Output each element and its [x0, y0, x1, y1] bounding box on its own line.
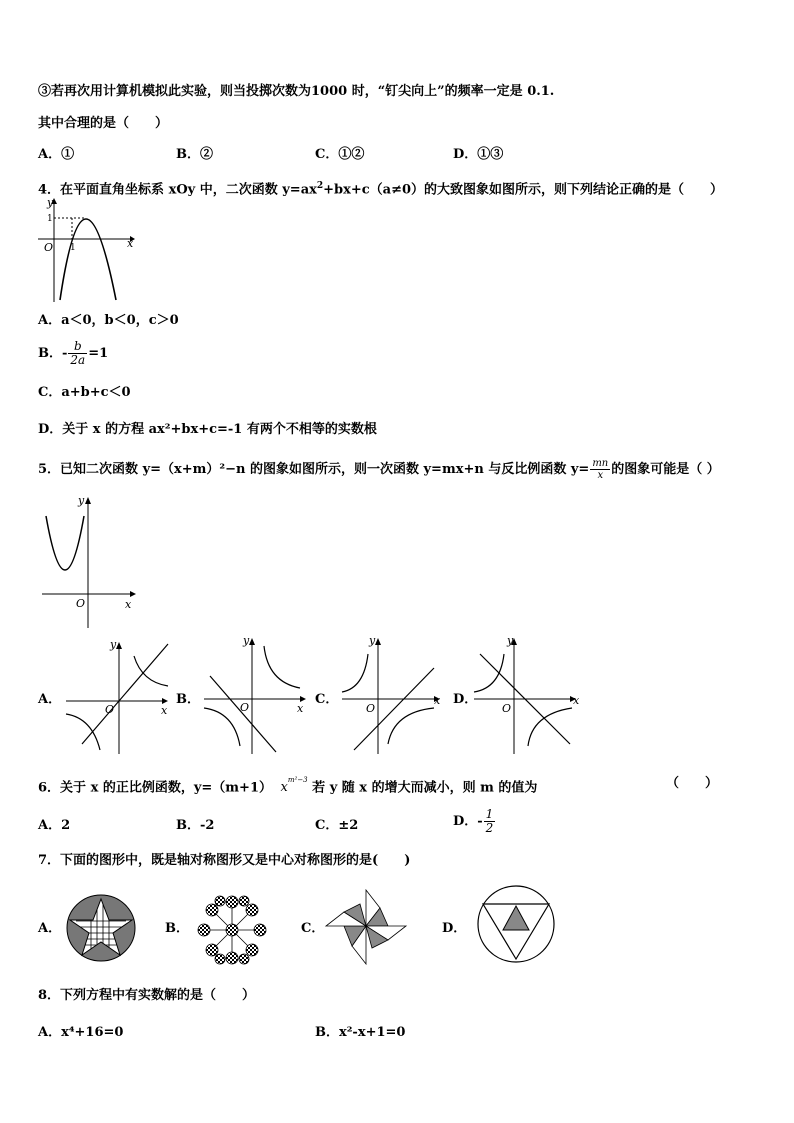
- q4-stem: 4．在平面直角坐标系 xOy 中，二次函数 $y=ax^2+bx+c(a\ne 0)$的大致图象如图所示，则下列结论正确的是（ ）: [38, 181, 724, 198]
- q5-c-origin: O: [366, 702, 376, 715]
- q4-graph-x-label: x: [127, 237, 134, 250]
- q5-d-x-label: x: [573, 694, 580, 707]
- q4-graph-one-x: 1: [70, 243, 76, 253]
- q4-parabola-graph: [38, 196, 138, 306]
- q4-option-c[interactable]: C．a+b+c＜0: [38, 385, 131, 400]
- q5-given-origin: O: [76, 597, 86, 610]
- q6-answer-paren: （ ）: [666, 776, 719, 791]
- q5-option-d-graph[interactable]: [470, 636, 584, 754]
- q5-option-c-graph[interactable]: [338, 636, 448, 754]
- q5-stem: 5．已知二次函数 y=（x+m）²−n 的图象如图所示，则一次函数 y=mx+n 与反比例函数 y= $\frac{mn}{x}$ 的图象可能是（ ）: [38, 458, 720, 481]
- q5-option-d-label[interactable]: D．: [453, 692, 478, 707]
- q7-option-c-label[interactable]: C．: [301, 921, 325, 936]
- q5-option-a-label[interactable]: A．: [38, 692, 62, 707]
- q4-option-a[interactable]: A．a＜0，b＜0，c＞0: [38, 313, 179, 328]
- q7-option-a-star-in-circle[interactable]: [66, 893, 138, 963]
- q4-option-b[interactable]: B．- $\frac{b}{2a}$ =1: [38, 339, 109, 367]
- q5-given-y-label: y: [78, 494, 85, 507]
- q6-option-b[interactable]: B．-2: [176, 818, 215, 833]
- q5-d-origin: O: [502, 702, 512, 715]
- q5-c-x-label: x: [434, 694, 441, 707]
- q3-item3: ③若再次用计算机模拟此实验，则当投掷次数为1000 时，“钉尖向上”的频率一定是 0.1.: [38, 84, 555, 99]
- q5-a-y-label: y: [110, 638, 117, 651]
- q6-option-d[interactable]: D．- $\frac{1}{2}$: [453, 807, 494, 835]
- q5-b-y-label: y: [243, 634, 250, 647]
- q4-option-d[interactable]: D．关于 x 的方程 ax²+bx+c=-1 有两个不相等的实数根: [38, 422, 377, 437]
- q5-option-b-graph[interactable]: [200, 636, 310, 754]
- q8-option-b[interactable]: B．x²-x+1=0: [315, 1025, 406, 1040]
- q7-option-c-pinwheel[interactable]: [322, 886, 412, 968]
- q5-b-origin: O: [240, 701, 250, 714]
- q7-option-d-label[interactable]: D．: [442, 921, 467, 936]
- q5-a-origin: O: [105, 703, 115, 716]
- q5-option-b-label[interactable]: B．: [176, 692, 200, 707]
- q7-option-d-triangles-in-circle[interactable]: [476, 884, 558, 966]
- q6-stem: 6．关于 x 的正比例函数，y=（m+1） $x^{m^2-3}$ 若 y 随 x 的增大而减小，则 m 的值为: [38, 776, 538, 796]
- q4-graph-one-y: 1: [47, 214, 53, 224]
- q5-b-x-label: x: [297, 702, 304, 715]
- q5-given-parabola-graph: [40, 494, 140, 629]
- q3-option-a[interactable]: A．①: [38, 147, 75, 162]
- q5-a-x-label: x: [161, 704, 168, 717]
- q5-c-y-label: y: [369, 634, 376, 647]
- q3-option-d[interactable]: D．①③: [453, 147, 504, 162]
- q7-option-a-label[interactable]: A．: [38, 921, 62, 936]
- q5-given-x-label: x: [125, 598, 132, 611]
- q8-stem: 8．下列方程中有实数解的是（ ）: [38, 988, 256, 1003]
- q5-option-c-label[interactable]: C．: [315, 692, 339, 707]
- q6-option-a[interactable]: A．2: [38, 818, 71, 833]
- q3-option-b[interactable]: B．②: [176, 147, 213, 162]
- q3-option-c[interactable]: C．①②: [315, 147, 365, 162]
- q4-graph-y-label: y: [47, 196, 54, 209]
- q4-graph-origin: O: [44, 241, 54, 254]
- q5-d-y-label: y: [507, 634, 514, 647]
- q3-prompt: 其中合理的是（ ）: [38, 116, 169, 131]
- q5-option-a-graph[interactable]: [62, 640, 172, 755]
- q7-option-b-flower-pattern[interactable]: [196, 895, 268, 965]
- q6-option-c[interactable]: C．±2: [315, 818, 359, 833]
- q7-option-b-label[interactable]: B．: [165, 921, 189, 936]
- q7-stem: 7．下面的图形中，既是轴对称图形又是中心对称图形的是( ): [38, 853, 411, 868]
- q8-option-a[interactable]: A．x⁴+16=0: [38, 1025, 124, 1040]
